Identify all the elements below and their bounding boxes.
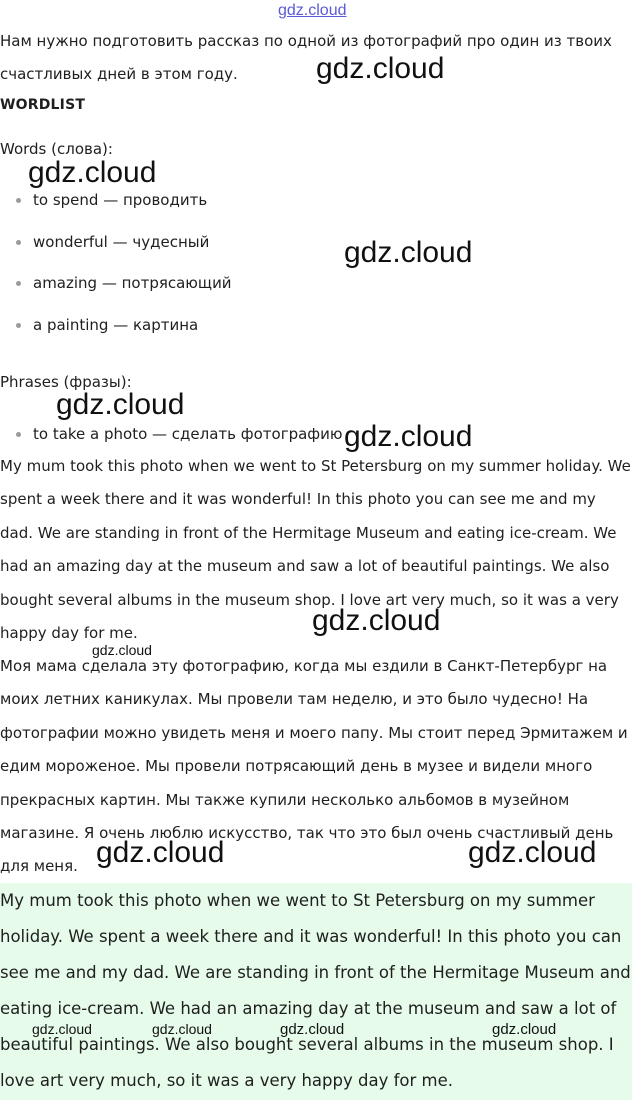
watermark-small: gdz.cloud: [152, 1021, 212, 1037]
words-list: [0, 189, 232, 355]
english-line: had an amazing day at the museum and saw a lot of beautiful paintings. We also: [0, 557, 610, 576]
list-item: to spend — проводить: [0, 189, 232, 231]
english-line: spent a week there and it was wonderful! In this photo you can see me and my: [0, 490, 596, 509]
phrases-label: Phrases (фразы):: [0, 373, 132, 391]
watermark-small: gdz.cloud: [92, 642, 152, 658]
answer-line: love art very much, so it was a very happy day for me.: [0, 1071, 453, 1090]
russian-line: для меня.: [0, 857, 78, 876]
answer-line: beautiful paintings. We also bought several albums in the museum shop. I: [0, 1035, 614, 1054]
english-line: dad. We are standing in front of the Hermitage Museum and eating ice-cream. We: [0, 523, 617, 542]
list-item: wonderful — чудесный: [0, 231, 232, 273]
list-item: a painting — картина: [0, 314, 232, 356]
site-watermark-link[interactable]: gdz.cloud: [278, 2, 347, 19]
english-line: bought several albums in the museum shop. I love art very much, so it was a very: [0, 590, 619, 609]
russian-line: Моя мама сделала эту фотографию, когда мы ездили в Санкт-Петербург на: [0, 657, 608, 675]
russian-line: фотографии можно увидеть меня и моего папу. Мы стоит перед Эрмитажем и: [0, 723, 628, 742]
watermark: gdz.cloud: [468, 836, 597, 869]
russian-line: магазине. Я очень люблю искусство, так что это был очень счастливый день: [0, 824, 614, 843]
watermark: gdz.cloud: [312, 604, 441, 637]
watermark: gdz.cloud: [56, 388, 185, 421]
answer-line: My mum took this photo when we went to St Petersburg on my summer: [0, 891, 595, 910]
answer-box: [0, 883, 632, 1100]
watermark: gdz.cloud: [344, 236, 473, 269]
list-item: to take a photo — сделать фотографию: [0, 423, 343, 465]
english-line: My mum took this photo when we went to St Petersburg on my summer holiday. We: [0, 457, 631, 475]
wordlist-heading: WORDLIST: [0, 97, 86, 113]
task-line-1: Нам нужно подготовить рассказ по одной из фотографий про один из твоих: [0, 32, 612, 50]
words-label: Words (слова):: [0, 140, 113, 158]
watermark-small: gdz.cloud: [492, 1021, 557, 1038]
answer-text: [0, 883, 631, 1099]
watermark: gdz.cloud: [316, 52, 445, 85]
answer-line: holiday. We spent a week there and it was wonderful! In this photo you can: [0, 927, 622, 946]
watermark-small: gdz.cloud: [280, 1021, 345, 1038]
task-line-2: счастливых дней в этом году.: [0, 65, 238, 83]
russian-line: моих летних каникулах. Мы провели там неделю, и это было чудесно! На: [0, 690, 589, 709]
russian-line: едим мороженое. Мы провели потрясающий день в музее и видели много: [0, 757, 593, 776]
watermark: gdz.cloud: [96, 836, 225, 869]
watermark-small: gdz.cloud: [32, 1021, 92, 1037]
english-line: happy day for me.: [0, 624, 138, 643]
answer-line: see me and my dad. We are standing in front of the Hermitage Museum and: [0, 963, 631, 982]
answer-line: eating ice-cream. We had an amazing day at the museum and saw a lot of: [0, 999, 617, 1018]
list-item: amazing — потрясающий: [0, 272, 232, 314]
watermark: gdz.cloud: [28, 156, 157, 189]
russian-line: прекрасных картин. Мы также купили несколько альбомов в музейном: [0, 790, 570, 809]
watermark: gdz.cloud: [344, 420, 473, 453]
